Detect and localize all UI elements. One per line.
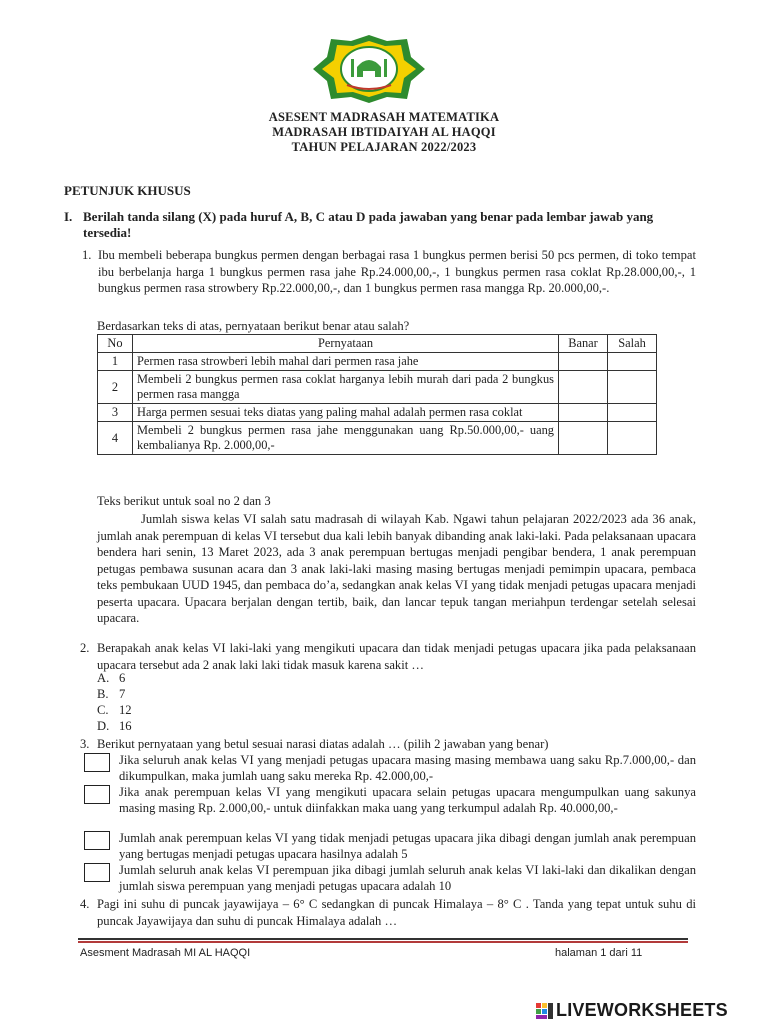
- question-text: Berikut pernyataan yang betul sesuai narasi diatas adalah … (pilih 2 jawaban yang benar): [97, 737, 549, 751]
- option-letter: C.: [97, 703, 109, 717]
- option-text: 12: [119, 703, 132, 717]
- false-cell[interactable]: [608, 422, 657, 455]
- footer-left: Asesment Madrasah MI AL HAQQI: [80, 947, 251, 959]
- question-3: [80, 736, 696, 753]
- row-statement: Permen rasa strowberi lebih mahal dari permen rasa jahe: [133, 353, 559, 371]
- question-text: Ibu membeli beberapa bungkus permen dengan berbagai rasa 1 bungkus permen berisi 50 pcs permen, di toko tempat ibu berbelanja harga 1 bungkus permen rasa jahe Rp.24.000,00,-, 1 bungkus permen rasa coklat Rp.28.000,00,-, 1 bungkus permen rasa strowbery Rp.22.000,00,-, dan 1 bungkus permen rasa mangga Rp. 20.000,00,-.: [98, 248, 696, 295]
- false-cell[interactable]: [608, 371, 657, 404]
- option-b[interactable]: [97, 687, 125, 702]
- question-2: [80, 640, 696, 673]
- option-c[interactable]: [97, 703, 132, 718]
- false-cell[interactable]: [608, 404, 657, 422]
- true-cell[interactable]: [559, 371, 608, 404]
- option-d[interactable]: [97, 719, 132, 734]
- false-cell[interactable]: [608, 353, 657, 371]
- watermark-text[interactable]: LIVEWORKSHEETS: [556, 1000, 728, 1020]
- header-school: MADRASAH IBTIDAIYAH AL HAQQI: [272, 125, 496, 139]
- choice-checkbox[interactable]: [84, 863, 110, 882]
- option-text: 16: [119, 719, 132, 733]
- choice-checkbox[interactable]: [84, 753, 110, 772]
- page-number: halaman 1 dari 11: [555, 947, 643, 959]
- section-title: PETUNJUK KHUSUS: [64, 183, 191, 198]
- row-number: 1: [98, 353, 133, 371]
- question-4: [80, 896, 696, 929]
- option-letter: B.: [97, 687, 109, 701]
- table-row: [98, 422, 657, 455]
- true-cell[interactable]: [559, 404, 608, 422]
- choice-text: Jika seluruh anak kelas VI yang menjadi petugas upacara masing masing membawa uang saku Rp.7.000,00,- dan dikumpulkan, maka jumlah uang saku mereka Rp. 42.000,00,-: [119, 753, 696, 783]
- choice-text: Jika anak perempuan kelas VI yang mengikuti upacara selain petugas upacara mengumpulkan uang sakunya masing masing Rp. 2.000,00,- untuk diinfakkan maka uang yang terkumpul adalah Rp. 40.000,00,-: [119, 785, 696, 815]
- true-cell[interactable]: [559, 353, 608, 371]
- option-text: 7: [119, 687, 126, 701]
- question-text: Pagi ini suhu di puncak jayawijaya – 6° C sedangkan di puncak Himalaya – 8° C . Tanda yang tepat untuk suhu di puncak Jayawijaya dan suhu di puncak Himalaya adalah …: [97, 897, 696, 928]
- table-header-row: [98, 335, 657, 353]
- question-1: [82, 247, 696, 297]
- instruction-text: Berilah tanda silang (X) pada huruf A, B, C atau D pada jawaban yang benar pada lembar jawab yang tersedia!: [83, 209, 654, 240]
- passage-text: Jumlah siswa kelas VI salah satu madrasah di wilayah Kab. Ngawi tahun pelajaran 2022/2023 ada 36 anak, jumlah anak perempuan di kelas VI tersebut dua kali lebih banyak dibanding anak laki-laki. Pada pelaksanaan upacara bendera hari senin, 13 Maret 2023, ada 3 anak perempuan bertugas menjadi pengibar bendera, 1 anak perempuan petugas pembawa susunan acara dan 3 anak laki-laki masing masing bertugas menjadi pemimpin upacara, pembaca teks pembukaan UUD 1945, dan pembaca do’a, sedangkan anak kelas VI yang tidak menjadi petugas upacara menjadi peserta upacara. Upacara berjalan dengan tertib, baik, dan lancar tepuk tangan meriahpun terdengar setelah selesai upacara.: [97, 512, 696, 625]
- choice-checkbox[interactable]: [84, 785, 110, 804]
- header-title: ASESENT MADRASAH MATEMATIKA: [268, 110, 500, 124]
- instruction: [64, 209, 696, 241]
- footer-rule-accent: [78, 941, 688, 943]
- statement-table: [97, 334, 657, 455]
- row-number: 4: [98, 422, 133, 455]
- row-statement: Harga permen sesuai teks diatas yang paling mahal adalah permen rasa coklat: [133, 404, 559, 422]
- question-text: Berapakah anak kelas VI laki-laki yang mengikuti upacara dan tidak menjadi petugas upacara jika pada pelaksanaan upacara tersebut ada 2 anak laki laki tidak masuk karena sakit …: [97, 641, 696, 672]
- option-a[interactable]: [97, 671, 125, 686]
- header-year: TAHUN PELAJARAN 2022/2023: [291, 140, 477, 154]
- instruction-number: I.: [64, 209, 73, 224]
- col-header-no: No: [98, 335, 133, 353]
- row-statement: Membeli 2 bungkus permen rasa jahe menggunakan uang Rp.50.000,00,- uang kembalianya Rp. 2.000,00,-: [133, 422, 559, 455]
- option-text: 6: [119, 671, 126, 685]
- question-number: 2.: [80, 641, 90, 655]
- row-number: 3: [98, 404, 133, 422]
- choice-checkbox[interactable]: [84, 831, 110, 850]
- question-number: 3.: [80, 737, 90, 751]
- liveworksheets-logo-icon: [536, 1003, 554, 1020]
- option-letter: D.: [97, 719, 110, 733]
- table-row: [98, 371, 657, 404]
- choice-text: Jumlah anak perempuan kelas VI yang tidak menjadi petugas upacara jika dibagi dengan jumlah anak perempuan yang bertugas menjadi petugas upacara hasilnya adalah 5: [119, 831, 696, 861]
- row-number: 2: [98, 371, 133, 404]
- col-header-statement: Pernyataan: [133, 335, 559, 353]
- table-row: [98, 404, 657, 422]
- col-header-false: Salah: [608, 335, 657, 353]
- footer-rule: [78, 938, 688, 940]
- option-letter: A.: [97, 671, 110, 685]
- passage-intro: Teks berikut untuk soal no 2 dan 3: [97, 494, 271, 508]
- row-statement: Membeli 2 bungkus permen rasa coklat harganya lebih murah dari pada 2 bungkus permen rasa mangga: [133, 371, 559, 404]
- question-1-prompt: Berdasarkan teks di atas, pernyataan berikut benar atau salah?: [97, 319, 410, 333]
- choice-text: Jumlah seluruh anak kelas VI perempuan jika dibagi jumlah seluruh anak kelas VI laki-laki dan dikalikan dengan jumlah siswa perempuan yang menjadi petugas upacara adalah 10: [119, 863, 696, 893]
- question-number: 1.: [82, 248, 92, 262]
- question-number: 4.: [80, 897, 90, 911]
- true-cell[interactable]: [559, 422, 608, 455]
- col-header-true: Banar: [559, 335, 608, 353]
- madrasah-logo: [311, 33, 427, 105]
- table-row: [98, 353, 657, 371]
